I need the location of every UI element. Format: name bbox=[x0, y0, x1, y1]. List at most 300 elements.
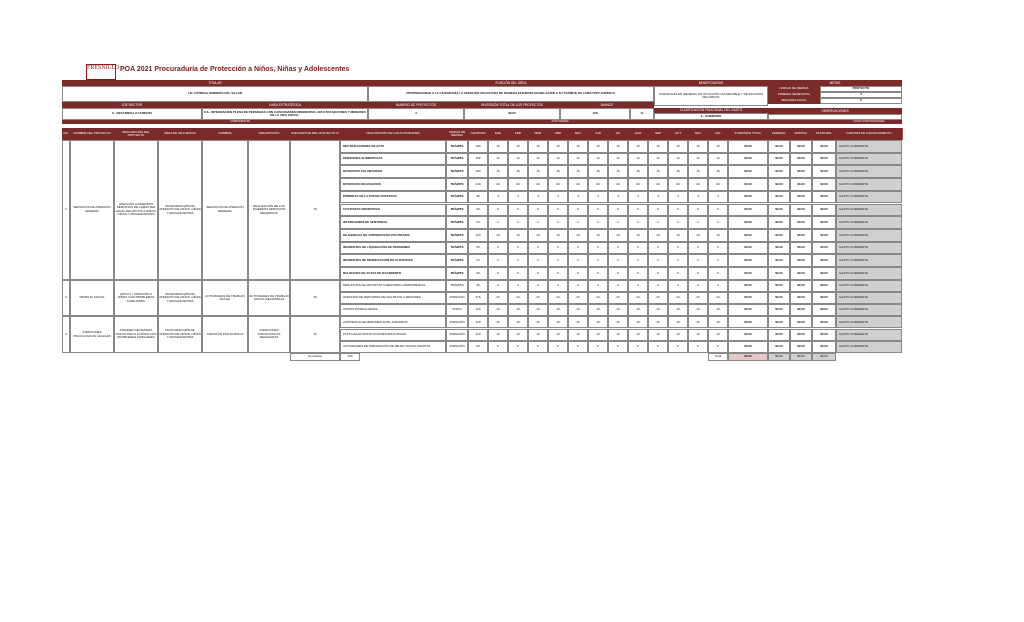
activity-unit: TRÁMITE bbox=[446, 229, 468, 242]
month-value: 10 bbox=[708, 229, 728, 242]
activity-description: VISITAS DOMICILIARIAS bbox=[340, 304, 446, 316]
month-value: 5 bbox=[528, 341, 548, 353]
activity-quantity: 24 bbox=[468, 254, 488, 267]
activity-unit: TRÁMITE bbox=[446, 242, 468, 255]
funding-source: GASTO CORRIENTE bbox=[836, 341, 902, 353]
month-value: 2 bbox=[628, 254, 648, 267]
funding-source: GASTO CORRIENTE bbox=[836, 229, 902, 242]
state-amount: $0.00 bbox=[790, 267, 812, 280]
month-value: 15 bbox=[508, 165, 528, 178]
month-value: 13 bbox=[508, 153, 528, 166]
municipal-amount: $0.00 bbox=[812, 191, 836, 204]
month-value: 5 bbox=[628, 204, 648, 217]
month-value: 5 bbox=[708, 341, 728, 353]
month-value: 5 bbox=[708, 204, 728, 217]
state-amount: $0.00 bbox=[790, 316, 812, 328]
month-value: 3 bbox=[608, 280, 628, 292]
project-number: 3 bbox=[62, 316, 70, 353]
month-value: 5 bbox=[608, 341, 628, 353]
month-value: 3 bbox=[628, 191, 648, 204]
month-value: 5 bbox=[648, 341, 668, 353]
month-value: 3 bbox=[508, 280, 528, 292]
month-value: 10 bbox=[548, 304, 568, 316]
eje-header: EJE RECTOR bbox=[62, 102, 202, 108]
month-value: 5 bbox=[588, 204, 608, 217]
unidad-label: UNIDAD DE MEDIDA bbox=[768, 86, 820, 92]
month-value: 10 bbox=[588, 329, 608, 341]
activity-unit: VISITA bbox=[446, 304, 468, 316]
funding-source: GASTO CORRIENTE bbox=[836, 267, 902, 280]
numero-header: NUMERO DE PROYECTOS bbox=[368, 102, 464, 108]
funcion-value: PROPORCIONAR A LA CIUDADANÍA LA ATENCIÓN SOLICITADA DE MANERA EFICIENTE EN RELACIÓN A SU TRÁMITE DE CARÁCTER JURÍDICO. bbox=[368, 86, 654, 102]
month-value: 3 bbox=[668, 191, 688, 204]
month-value: 10 bbox=[488, 229, 508, 242]
funding-source: GASTO CORRIENTE bbox=[836, 191, 902, 204]
month-value: 5 bbox=[668, 242, 688, 255]
activity-quantity: 180 bbox=[468, 140, 488, 153]
column-header: SEP bbox=[648, 128, 669, 140]
activity-description: ATENCIÓN DE REPORTES DE MALTRATO A MENORES bbox=[340, 292, 446, 304]
activity-description: DILIGENCIAS DE JURISDICCIÓN VOLUNTARIA bbox=[340, 229, 446, 242]
month-value: 15 bbox=[628, 165, 648, 178]
month-value: 3 bbox=[488, 191, 508, 204]
month-value: 5 bbox=[668, 204, 688, 217]
month-value: 3 bbox=[688, 191, 708, 204]
month-value: 10 bbox=[668, 229, 688, 242]
funding-source: GASTO CORRIENTE bbox=[836, 280, 902, 292]
month-value: 10 bbox=[648, 316, 668, 328]
month-value: 15 bbox=[648, 140, 668, 153]
month-value: 10 bbox=[508, 304, 528, 316]
month-value: 15 bbox=[628, 140, 648, 153]
month-value: 2 bbox=[648, 216, 668, 229]
month-value: 10 bbox=[608, 304, 628, 316]
month-value: 10 bbox=[528, 316, 548, 328]
componentes-label: COMPONENTES bbox=[229, 120, 251, 123]
linea-header: LINEA ESTRATÉGICA bbox=[202, 102, 368, 108]
month-value: 20 bbox=[708, 178, 728, 191]
federal-amount: $0.00 bbox=[768, 229, 790, 242]
month-value: 10 bbox=[668, 316, 688, 328]
month-value: 10 bbox=[708, 304, 728, 316]
activity-description: DIVORCIOS VOLUNTARIOS bbox=[340, 165, 446, 178]
funding-source: GASTO CORRIENTE bbox=[836, 165, 902, 178]
month-value: 2 bbox=[528, 254, 548, 267]
activity-description: ASISTENCIA DE MENORES ANTE JUZGADOS bbox=[340, 316, 446, 328]
month-value: 2 bbox=[708, 216, 728, 229]
column-header: UNIDAD DE MEDIDA bbox=[446, 128, 469, 140]
metas-anuales-label: METAS ANUALES bbox=[459, 124, 481, 127]
activity-description: RECTIFICACIONES DE ACTA bbox=[340, 140, 446, 153]
month-value: 15 bbox=[488, 165, 508, 178]
funding-source: GASTO CORRIENTE bbox=[836, 329, 902, 341]
month-value: 10 bbox=[508, 316, 528, 328]
investment-total: $0.00 bbox=[728, 292, 768, 304]
month-value: 10 bbox=[568, 316, 588, 328]
total-label: Total bbox=[708, 353, 728, 361]
month-value: 15 bbox=[708, 140, 728, 153]
eje-value: II.- DESARROLLO HUMANO bbox=[62, 108, 202, 120]
proyecto-label: PROYECTO bbox=[287, 124, 303, 127]
project-percentage: 15 bbox=[290, 280, 340, 317]
month-value: 5 bbox=[528, 242, 548, 255]
month-value: 5 bbox=[548, 267, 568, 280]
month-value: 10 bbox=[588, 316, 608, 328]
metas-mes-label: METAS DE PROYECTO ALCANZADAS bbox=[586, 124, 634, 127]
clasif-header: CLASIFICACIÓN FUNCIONAL DEL GASTO bbox=[654, 108, 768, 113]
month-value: 10 bbox=[548, 316, 568, 328]
numero-value: 3 bbox=[368, 108, 464, 120]
month-value: 5 bbox=[588, 341, 608, 353]
investment-total: $0.00 bbox=[728, 329, 768, 341]
metas-header: METAS bbox=[768, 80, 902, 86]
month-value: 10 bbox=[608, 329, 628, 341]
column-header: MAY bbox=[568, 128, 589, 140]
activity-description: DIVORCIOS INCAUSADOS bbox=[340, 178, 446, 191]
activity-quantity: 24 bbox=[468, 216, 488, 229]
funding-source: GASTO CORRIENTE bbox=[836, 316, 902, 328]
federal-amount: $0.00 bbox=[768, 165, 790, 178]
month-value: 5 bbox=[688, 341, 708, 353]
project-percentage: 70 bbox=[290, 140, 340, 280]
month-value: 3 bbox=[588, 280, 608, 292]
month-value: 5 bbox=[488, 242, 508, 255]
month-value: 2 bbox=[628, 216, 648, 229]
month-value: 2 bbox=[668, 254, 688, 267]
month-value: 2 bbox=[688, 216, 708, 229]
column-header: ENE bbox=[488, 128, 509, 140]
month-value: 10 bbox=[628, 304, 648, 316]
project-area: PROCURADURÍA DE ATENCIÓN DE NIÑOS, NIÑAS Y ADOLESCENTES bbox=[158, 140, 202, 280]
activity-unit: TRÁMITE bbox=[446, 216, 468, 229]
column-header: JUN bbox=[588, 128, 609, 140]
month-value: 13 bbox=[568, 153, 588, 166]
activity-quantity: 120 bbox=[468, 329, 488, 341]
month-value: 5 bbox=[648, 204, 668, 217]
month-value: 3 bbox=[648, 191, 668, 204]
investment-total: $0.00 bbox=[728, 267, 768, 280]
funding-source: GASTO CORRIENTE bbox=[836, 216, 902, 229]
state-amount: $0.00 bbox=[790, 165, 812, 178]
state-amount: $0.00 bbox=[790, 204, 812, 217]
month-value: 15 bbox=[568, 165, 588, 178]
month-value: 13 bbox=[628, 153, 648, 166]
total-state: $0.00 bbox=[790, 353, 812, 361]
titular-value: LIC. PATRICIA HERRERA DEL VILLAR bbox=[62, 86, 368, 102]
month-value: 3 bbox=[548, 280, 568, 292]
month-value: 5 bbox=[548, 242, 568, 255]
activity-unit: TRÁMITE bbox=[446, 153, 468, 166]
funding-source: GASTO CORRIENTE bbox=[836, 292, 902, 304]
avance-value: 100 bbox=[560, 108, 630, 120]
investment-total: $0.00 bbox=[728, 178, 768, 191]
month-value: 3 bbox=[708, 191, 728, 204]
costo-programa-label: COSTO POR PROGRAMA bbox=[853, 120, 885, 123]
component-name: ACTIVIDADES DE TRABAJO SOCIAL bbox=[202, 280, 248, 317]
month-value: 3 bbox=[528, 280, 548, 292]
activity-quantity: 240 bbox=[468, 178, 488, 191]
month-value: 3 bbox=[588, 191, 608, 204]
activity-unit: TRÁMITE bbox=[446, 140, 468, 153]
month-value: 10 bbox=[688, 329, 708, 341]
column-header: NOMBRE bbox=[202, 128, 249, 140]
month-value: 5 bbox=[708, 242, 728, 255]
month-value: 3 bbox=[528, 191, 548, 204]
month-value: 10 bbox=[668, 329, 688, 341]
funding-source: GASTO CORRIENTE bbox=[836, 242, 902, 255]
column-header: OCT bbox=[668, 128, 689, 140]
month-value: 3 bbox=[508, 191, 528, 204]
month-value: 20 bbox=[528, 178, 548, 191]
month-value: 10 bbox=[608, 316, 628, 328]
month-value: 10 bbox=[508, 329, 528, 341]
month-value: 13 bbox=[528, 153, 548, 166]
activity-description: CUSTODIAS DEFINITIVAS bbox=[340, 204, 446, 217]
month-value: 5 bbox=[608, 204, 628, 217]
month-value: 13 bbox=[648, 153, 668, 166]
month-value: 15 bbox=[508, 140, 528, 153]
funding-source: GASTO CORRIENTE bbox=[836, 304, 902, 316]
month-value: 2 bbox=[568, 254, 588, 267]
month-value: 2 bbox=[488, 216, 508, 229]
state-amount: $0.00 bbox=[790, 191, 812, 204]
federal-amount: $0.00 bbox=[768, 191, 790, 204]
column-header: DIC bbox=[708, 128, 729, 140]
month-value: 3 bbox=[568, 191, 588, 204]
month-value: 15 bbox=[568, 140, 588, 153]
investment-total: $0.00 bbox=[728, 304, 768, 316]
linea-value: II.6.- INTEGRACIÓN PLENA DE PERSONAS CON CAPACIDADES DIFERENTES, ADULTOS MAYORES Y MENORES EN LA VIDA SOCIAL. bbox=[202, 108, 368, 120]
month-value: 15 bbox=[688, 140, 708, 153]
federal-amount: $0.00 bbox=[768, 267, 790, 280]
column-header: JUL bbox=[608, 128, 629, 140]
month-value: 15 bbox=[548, 165, 568, 178]
month-value: 15 bbox=[608, 165, 628, 178]
month-value: 3 bbox=[488, 280, 508, 292]
activity-unit: TRÁMITE bbox=[446, 254, 468, 267]
month-value: 13 bbox=[488, 153, 508, 166]
month-value: 10 bbox=[708, 316, 728, 328]
month-value: 10 bbox=[568, 304, 588, 316]
month-value: 15 bbox=[588, 165, 608, 178]
investment-total: $0.00 bbox=[728, 280, 768, 292]
month-value: 2 bbox=[588, 254, 608, 267]
month-value: 10 bbox=[568, 229, 588, 242]
month-value: 5 bbox=[648, 242, 668, 255]
month-value: 15 bbox=[708, 165, 728, 178]
month-value: 5 bbox=[488, 341, 508, 353]
month-value: 3 bbox=[628, 280, 648, 292]
month-value: 5 bbox=[488, 204, 508, 217]
activity-quantity: 156 bbox=[468, 153, 488, 166]
project-name: TRABAJO SOCIAL bbox=[70, 280, 114, 317]
month-value: 10 bbox=[588, 304, 608, 316]
column-header: DESCRIPCIÓN DE LAS ACTIVIDADES bbox=[340, 128, 447, 140]
project-description: ATENDER DE MANERA PSICOLÓGICA A NIÑOS CON PROBLEMAS FAMILIARES bbox=[114, 316, 158, 353]
column-header: FEB bbox=[508, 128, 529, 140]
month-value: 10 bbox=[708, 329, 728, 341]
column-header: MAR bbox=[528, 128, 549, 140]
month-value: 10 bbox=[568, 329, 588, 341]
month-value: 10 bbox=[648, 304, 668, 316]
month-value: 10 bbox=[628, 229, 648, 242]
activity-description: ACTIVIDADES DE PREVENCIÓN DE ABUSO SOCIAL INFANTIL bbox=[340, 341, 446, 353]
month-value: 15 bbox=[528, 140, 548, 153]
month-value: 5 bbox=[508, 242, 528, 255]
federal-amount: $0.00 bbox=[768, 292, 790, 304]
activity-unit: TRÁMITE bbox=[446, 191, 468, 204]
month-value: 5 bbox=[628, 242, 648, 255]
municipal-amount: $0.00 bbox=[812, 304, 836, 316]
month-value: 15 bbox=[548, 140, 568, 153]
month-value: 23 bbox=[548, 292, 568, 304]
municipal-amount: $0.00 bbox=[812, 153, 836, 166]
month-value: 5 bbox=[528, 267, 548, 280]
month-value: 2 bbox=[608, 216, 628, 229]
month-value: 10 bbox=[688, 304, 708, 316]
month-value: 15 bbox=[668, 165, 688, 178]
component-name: ATENCIÓN PSICOLÓGICA bbox=[202, 316, 248, 353]
municipal-amount: $0.00 bbox=[812, 178, 836, 191]
month-value: 15 bbox=[488, 140, 508, 153]
federal-amount: $0.00 bbox=[768, 140, 790, 153]
column-header: DESCRIPCIÓN bbox=[248, 128, 291, 140]
beneficiarios-header: BENEFICIARIOS bbox=[654, 80, 768, 86]
total-value: $0.00 bbox=[728, 353, 768, 361]
month-value: 10 bbox=[648, 229, 668, 242]
funding-source: GASTO CORRIENTE bbox=[836, 178, 902, 191]
project-description: APOYO Y ATENCIÓN A NIÑOS CON PROBLEMAS FAMILIARES bbox=[114, 280, 158, 317]
federal-amount: $0.00 bbox=[768, 280, 790, 292]
month-value: 2 bbox=[568, 216, 588, 229]
activity-unit: TRÁMITE bbox=[446, 204, 468, 217]
state-amount: $0.00 bbox=[790, 153, 812, 166]
month-value: 23 bbox=[588, 292, 608, 304]
month-value: 23 bbox=[668, 292, 688, 304]
federal-amount: $0.00 bbox=[768, 204, 790, 217]
investment-total: $0.00 bbox=[728, 242, 768, 255]
month-value: 2 bbox=[548, 216, 568, 229]
sumatoria-label: Sumatoria bbox=[290, 353, 340, 361]
month-value: 10 bbox=[608, 229, 628, 242]
municipal-amount: $0.00 bbox=[812, 165, 836, 178]
activity-quantity: 36 bbox=[468, 280, 488, 292]
state-amount: $0.00 bbox=[790, 242, 812, 255]
month-value: 2 bbox=[528, 216, 548, 229]
month-value: 23 bbox=[708, 292, 728, 304]
municipal-amount: $0.00 bbox=[812, 292, 836, 304]
month-value: 23 bbox=[628, 292, 648, 304]
activity-description: INTERCAMBIO DE SENTENCIA bbox=[340, 216, 446, 229]
project-area: PROCURADURÍA DE ATENCIÓN DE NIÑOS, NIÑAS Y ADOLESCENTES bbox=[158, 280, 202, 317]
month-value: 23 bbox=[508, 292, 528, 304]
federal-amount: $0.00 bbox=[768, 304, 790, 316]
municipal-logo: FRESNILLO bbox=[86, 64, 116, 80]
beneficiarios-value: CIUDADANÍA EN GENERAL EN SITUACIÓN VULNERABLE Y DE ESCASOS RECURSOS bbox=[654, 86, 768, 106]
federal-amount: $0.00 bbox=[768, 153, 790, 166]
month-value: 5 bbox=[648, 267, 668, 280]
month-value: 10 bbox=[528, 304, 548, 316]
column-header: PORCENTAJE DEL PROYECTO % bbox=[290, 128, 341, 140]
month-value: 10 bbox=[688, 229, 708, 242]
month-value: 13 bbox=[608, 153, 628, 166]
month-value: 5 bbox=[568, 204, 588, 217]
segunda-value: 3 bbox=[820, 98, 902, 104]
funding-source: GASTO CORRIENTE bbox=[836, 254, 902, 267]
project-number: 1 bbox=[62, 140, 70, 280]
month-value: 15 bbox=[608, 140, 628, 153]
actividades-label: ACTIVIDADES bbox=[551, 120, 569, 123]
column-header: AGO bbox=[628, 128, 649, 140]
investment-total: $0.00 bbox=[728, 216, 768, 229]
month-value: 2 bbox=[488, 254, 508, 267]
month-value: 15 bbox=[588, 140, 608, 153]
activity-quantity: 60 bbox=[468, 204, 488, 217]
column-header: NO. bbox=[62, 128, 71, 140]
month-value: 5 bbox=[568, 267, 588, 280]
funding-source: GASTO CORRIENTE bbox=[836, 140, 902, 153]
component-name: SERVICIOS DE ATENCIÓN GENERAL bbox=[202, 140, 248, 280]
month-value: 13 bbox=[588, 153, 608, 166]
activity-quantity: 120 bbox=[468, 229, 488, 242]
activity-quantity: 60 bbox=[468, 341, 488, 353]
month-value: 23 bbox=[608, 292, 628, 304]
month-value: 15 bbox=[528, 165, 548, 178]
activity-description: NULIDADES DE ACTAS DE NACIMIENTO bbox=[340, 267, 446, 280]
activity-quantity: 180 bbox=[468, 165, 488, 178]
activity-quantity: 120 bbox=[468, 316, 488, 328]
column-header: FUENTES DE FINANCIAMIENTO bbox=[836, 128, 903, 140]
investment-total: $0.00 bbox=[728, 254, 768, 267]
month-value: 3 bbox=[648, 280, 668, 292]
activity-description: DENUNCIAS DE MALTRATO A MENORES COMPROBADAS bbox=[340, 280, 446, 292]
month-value: 20 bbox=[588, 178, 608, 191]
month-value: 10 bbox=[488, 304, 508, 316]
month-value: 5 bbox=[668, 267, 688, 280]
month-value: 20 bbox=[548, 178, 568, 191]
component-description: ACTIVIDADES DE TRABAJO SOCIAL REALIZADAS bbox=[248, 280, 290, 317]
month-value: 10 bbox=[508, 229, 528, 242]
month-value: 10 bbox=[488, 316, 508, 328]
month-value: 20 bbox=[608, 178, 628, 191]
activity-description: PENSIONES ALIMENTICIAS bbox=[340, 153, 446, 166]
month-value: 2 bbox=[708, 254, 728, 267]
funding-source: GASTO CORRIENTE bbox=[836, 204, 902, 217]
investment-total: $0.00 bbox=[728, 153, 768, 166]
federal-amount: $0.00 bbox=[768, 254, 790, 267]
avance-header: AVANCE bbox=[560, 102, 654, 108]
month-value: 15 bbox=[668, 140, 688, 153]
month-value: 5 bbox=[628, 341, 648, 353]
avance-unit: % bbox=[630, 108, 654, 120]
municipal-amount: $0.00 bbox=[812, 316, 836, 328]
federal-amount: $0.00 bbox=[768, 216, 790, 229]
month-value: 5 bbox=[568, 242, 588, 255]
activity-quantity: 36 bbox=[468, 191, 488, 204]
state-amount: $0.00 bbox=[790, 229, 812, 242]
total-federal: $0.00 bbox=[768, 353, 790, 361]
inversion-header: INVERSIÓN TOTAL DE LOS PROYECTOS bbox=[464, 102, 560, 108]
municipal-amount: $0.00 bbox=[812, 267, 836, 280]
column-header: NOV bbox=[688, 128, 709, 140]
project-description: ATENCIÓN A DIVERSOS SERVICIOS DE CARÁCTER LEGAL RELATIVOS A NIÑOS, NIÑAS Y ADOLESCENTES bbox=[114, 140, 158, 280]
investment-total: $0.00 bbox=[728, 165, 768, 178]
page-title: POA 2021 Procuraduría de Protección a Niños, Niñas y Adolescentes bbox=[120, 66, 350, 73]
column-header: CANTIDAD bbox=[468, 128, 489, 140]
month-value: 5 bbox=[608, 267, 628, 280]
project-percentage: 15 bbox=[290, 316, 340, 353]
state-amount: $0.00 bbox=[790, 280, 812, 292]
